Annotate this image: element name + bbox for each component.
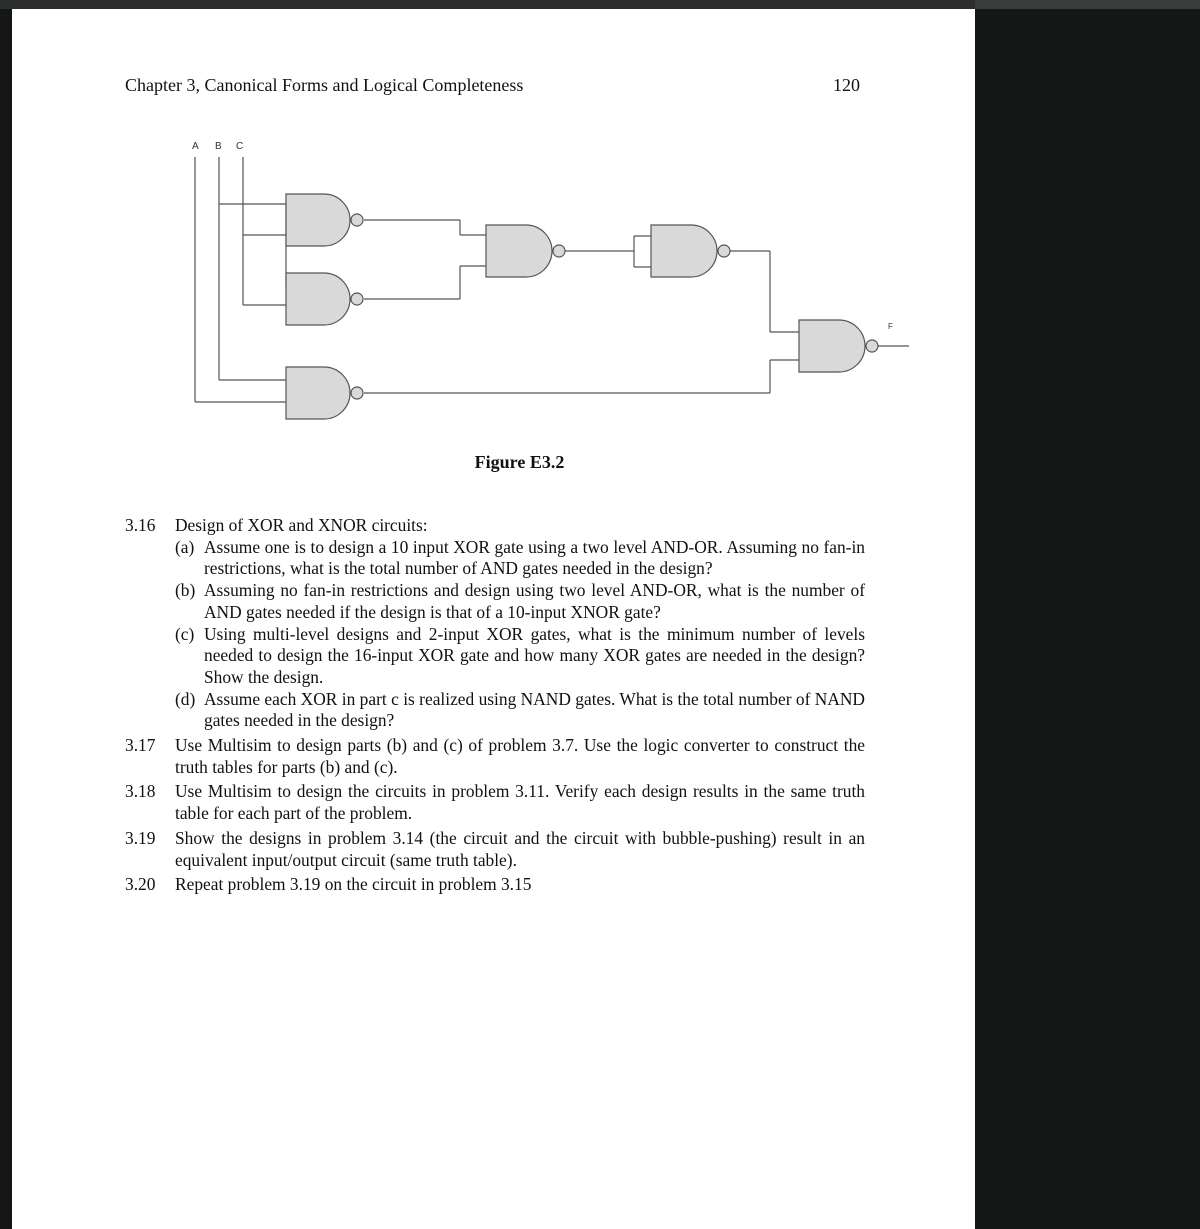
problem-part-b [175,580,865,623]
problem-3-19 [125,828,865,871]
page-number: 120 [833,75,860,95]
problem-text: Design of XOR and XNOR circuits: [175,515,428,535]
problem-number: 3.19 [125,827,156,848]
part-label: (b) [175,580,196,601]
problem-number: 3.16 [125,515,156,535]
part-text: Assume each XOR in part c is realized using NAND gates. What is the total number of NAND gates needed in the design? [204,688,865,731]
problem-text: Use Multisim to design parts (b) and (c) of problem 3.7. Use the logic converter to construct the truth tables for parts (b) and (c). [175,735,865,777]
problem-3-16 [125,515,865,732]
problem-text: Use Multisim to design the circuits in problem 3.11. Verify each design results in the same truth table for each part of the problem. [175,781,865,824]
problem-number: 3.20 [125,874,156,895]
figure-caption: Figure E3.2 [474,452,565,472]
problem-3-17 [125,735,865,778]
problem-part-d [175,689,865,732]
problem-part-c [175,624,865,689]
output-label-f: F [888,322,893,331]
nand-gate-1 [286,194,363,246]
problem-text: Show the designs in problem 3.14 (the circuit and the circuit with bubble-pushing) result in an equivalent input/output circuit (same truth table). [175,827,865,870]
nand-gate-2 [286,273,363,325]
problem-list [125,515,865,899]
input-label-a: A [192,141,199,152]
problem-3-18 [125,781,865,824]
circuit-diagram [162,129,922,429]
running-title: Chapter 3, Canonical Forms and Logical Completeness [125,75,524,95]
problem-number: 3.17 [125,735,156,756]
input-label-c: C [236,141,244,152]
gates [286,194,878,419]
problem-number: 3.18 [125,781,156,802]
part-label: (c) [175,623,195,644]
nand-gate-3 [286,367,363,419]
nand-gate-4 [486,225,565,277]
nand-gate-6 [799,320,878,372]
part-label: (a) [175,536,195,557]
part-label: (d) [175,688,196,709]
problem-text: Repeat problem 3.19 on the circuit in problem 3.15 [175,874,532,895]
problem-part-a [175,537,865,580]
problem-3-20 [125,874,865,896]
viewer-top-bar-right [975,0,1200,9]
nand-gate-5 [651,225,730,277]
input-label-b: B [215,141,222,152]
document-page [12,9,975,1229]
part-text: Assuming no fan-in restrictions and design using two level AND-OR, what is the number of AND gates needed if the design is that of a 10-input XNOR gate? [204,580,865,622]
part-text: Assume one is to design a 10 input XOR gate using a two level AND-OR. Assuming no fan-in restrictions, what is the total number of AND gates needed in the design? [204,536,865,579]
part-text: Using multi-level designs and 2-input XOR gates, what is the minimum number of levels needed to design the 16-input XOR gate and how many XOR gates are needed in the design? Show the design. [204,623,865,687]
